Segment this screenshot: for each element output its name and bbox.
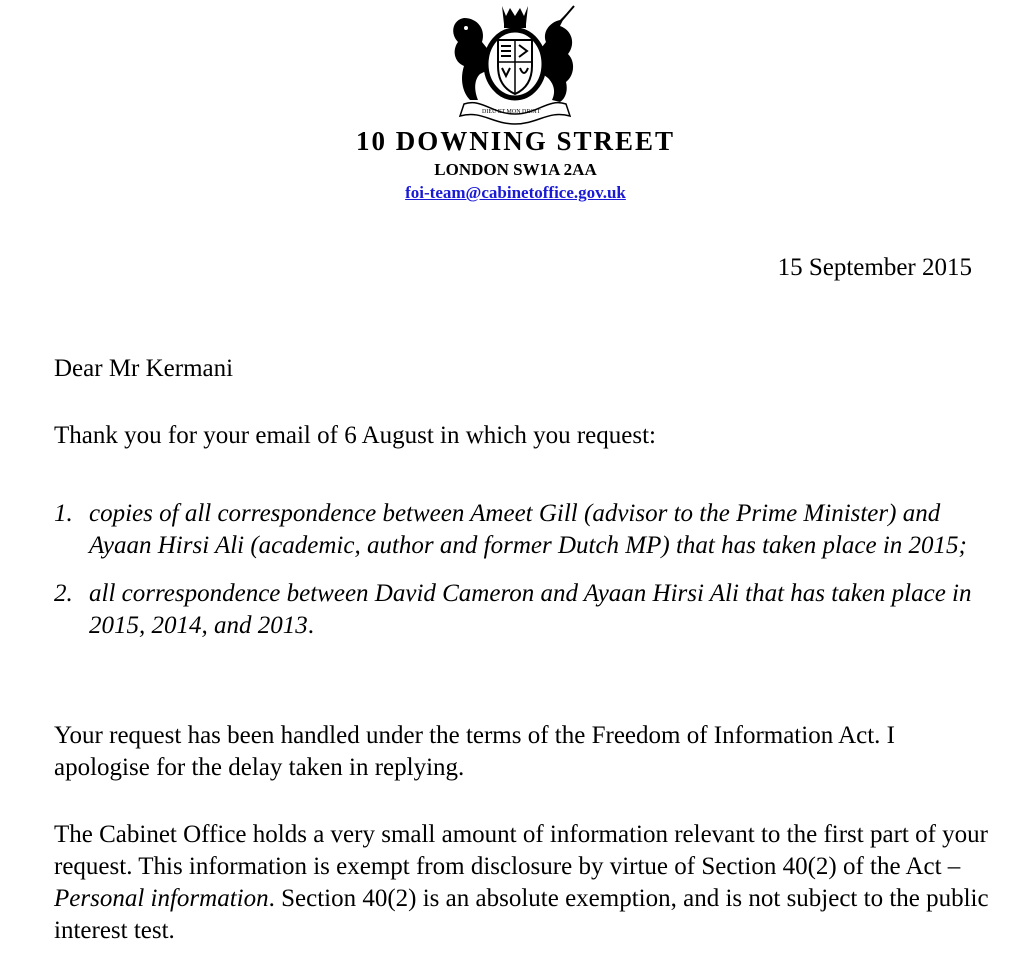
request-list (54, 498, 994, 642)
salutation: Dear Mr Kermani (54, 355, 234, 382)
exemption-text-part-2: . Section 40(2) is an absolute exemption, and is not subject to the public interest test. (54, 885, 989, 944)
exemption-paragraph (54, 819, 994, 947)
letterhead-email-link[interactable]: foi-team@cabinetoffice.gov.uk (405, 183, 626, 202)
request-item-text: all correspondence between David Cameron and Ayaan Hirsi Ali that has taken place in 2015, 2014, and 2013 (89, 580, 972, 639)
royal-coat-of-arms-icon (442, 0, 588, 126)
request-item-number: 1. (54, 500, 73, 527)
intro-paragraph: Thank you for your email of 6 August in which you request: (54, 422, 656, 449)
request-item-number: 2. (54, 580, 73, 607)
request-item-1 (54, 498, 994, 562)
request-item-text: copies of all correspondence between Ameet Gill (advisor to the Prime Minister) and Ayaan Hirsi Ali (academic, author and former Dutch MP) that has taken place in 2015; (89, 500, 967, 559)
letterhead-address-line-2: LONDON SW1A 2AA (434, 160, 597, 179)
letter-date: 15 September 2015 (777, 254, 972, 281)
exemption-italic-term: Personal information (54, 885, 269, 912)
request-item-2 (54, 578, 994, 642)
request-item-tail: . (307, 612, 314, 639)
exemption-text-part-1: The Cabinet Office holds a very small amount of information relevant to the first part of your request. This information is exempt from disclosure by virtue of Section 40(2) of the Act – (54, 821, 988, 880)
letterhead-address-line-1: 10 DOWNING STREET (355, 126, 676, 156)
foi-paragraph: Your request has been handled under the terms of the Freedom of Information Act. I apologise for the delay taken in replying. (54, 722, 895, 781)
svg-text:DIEU ET MON DROIT: DIEU ET MON DROIT (482, 109, 541, 115)
